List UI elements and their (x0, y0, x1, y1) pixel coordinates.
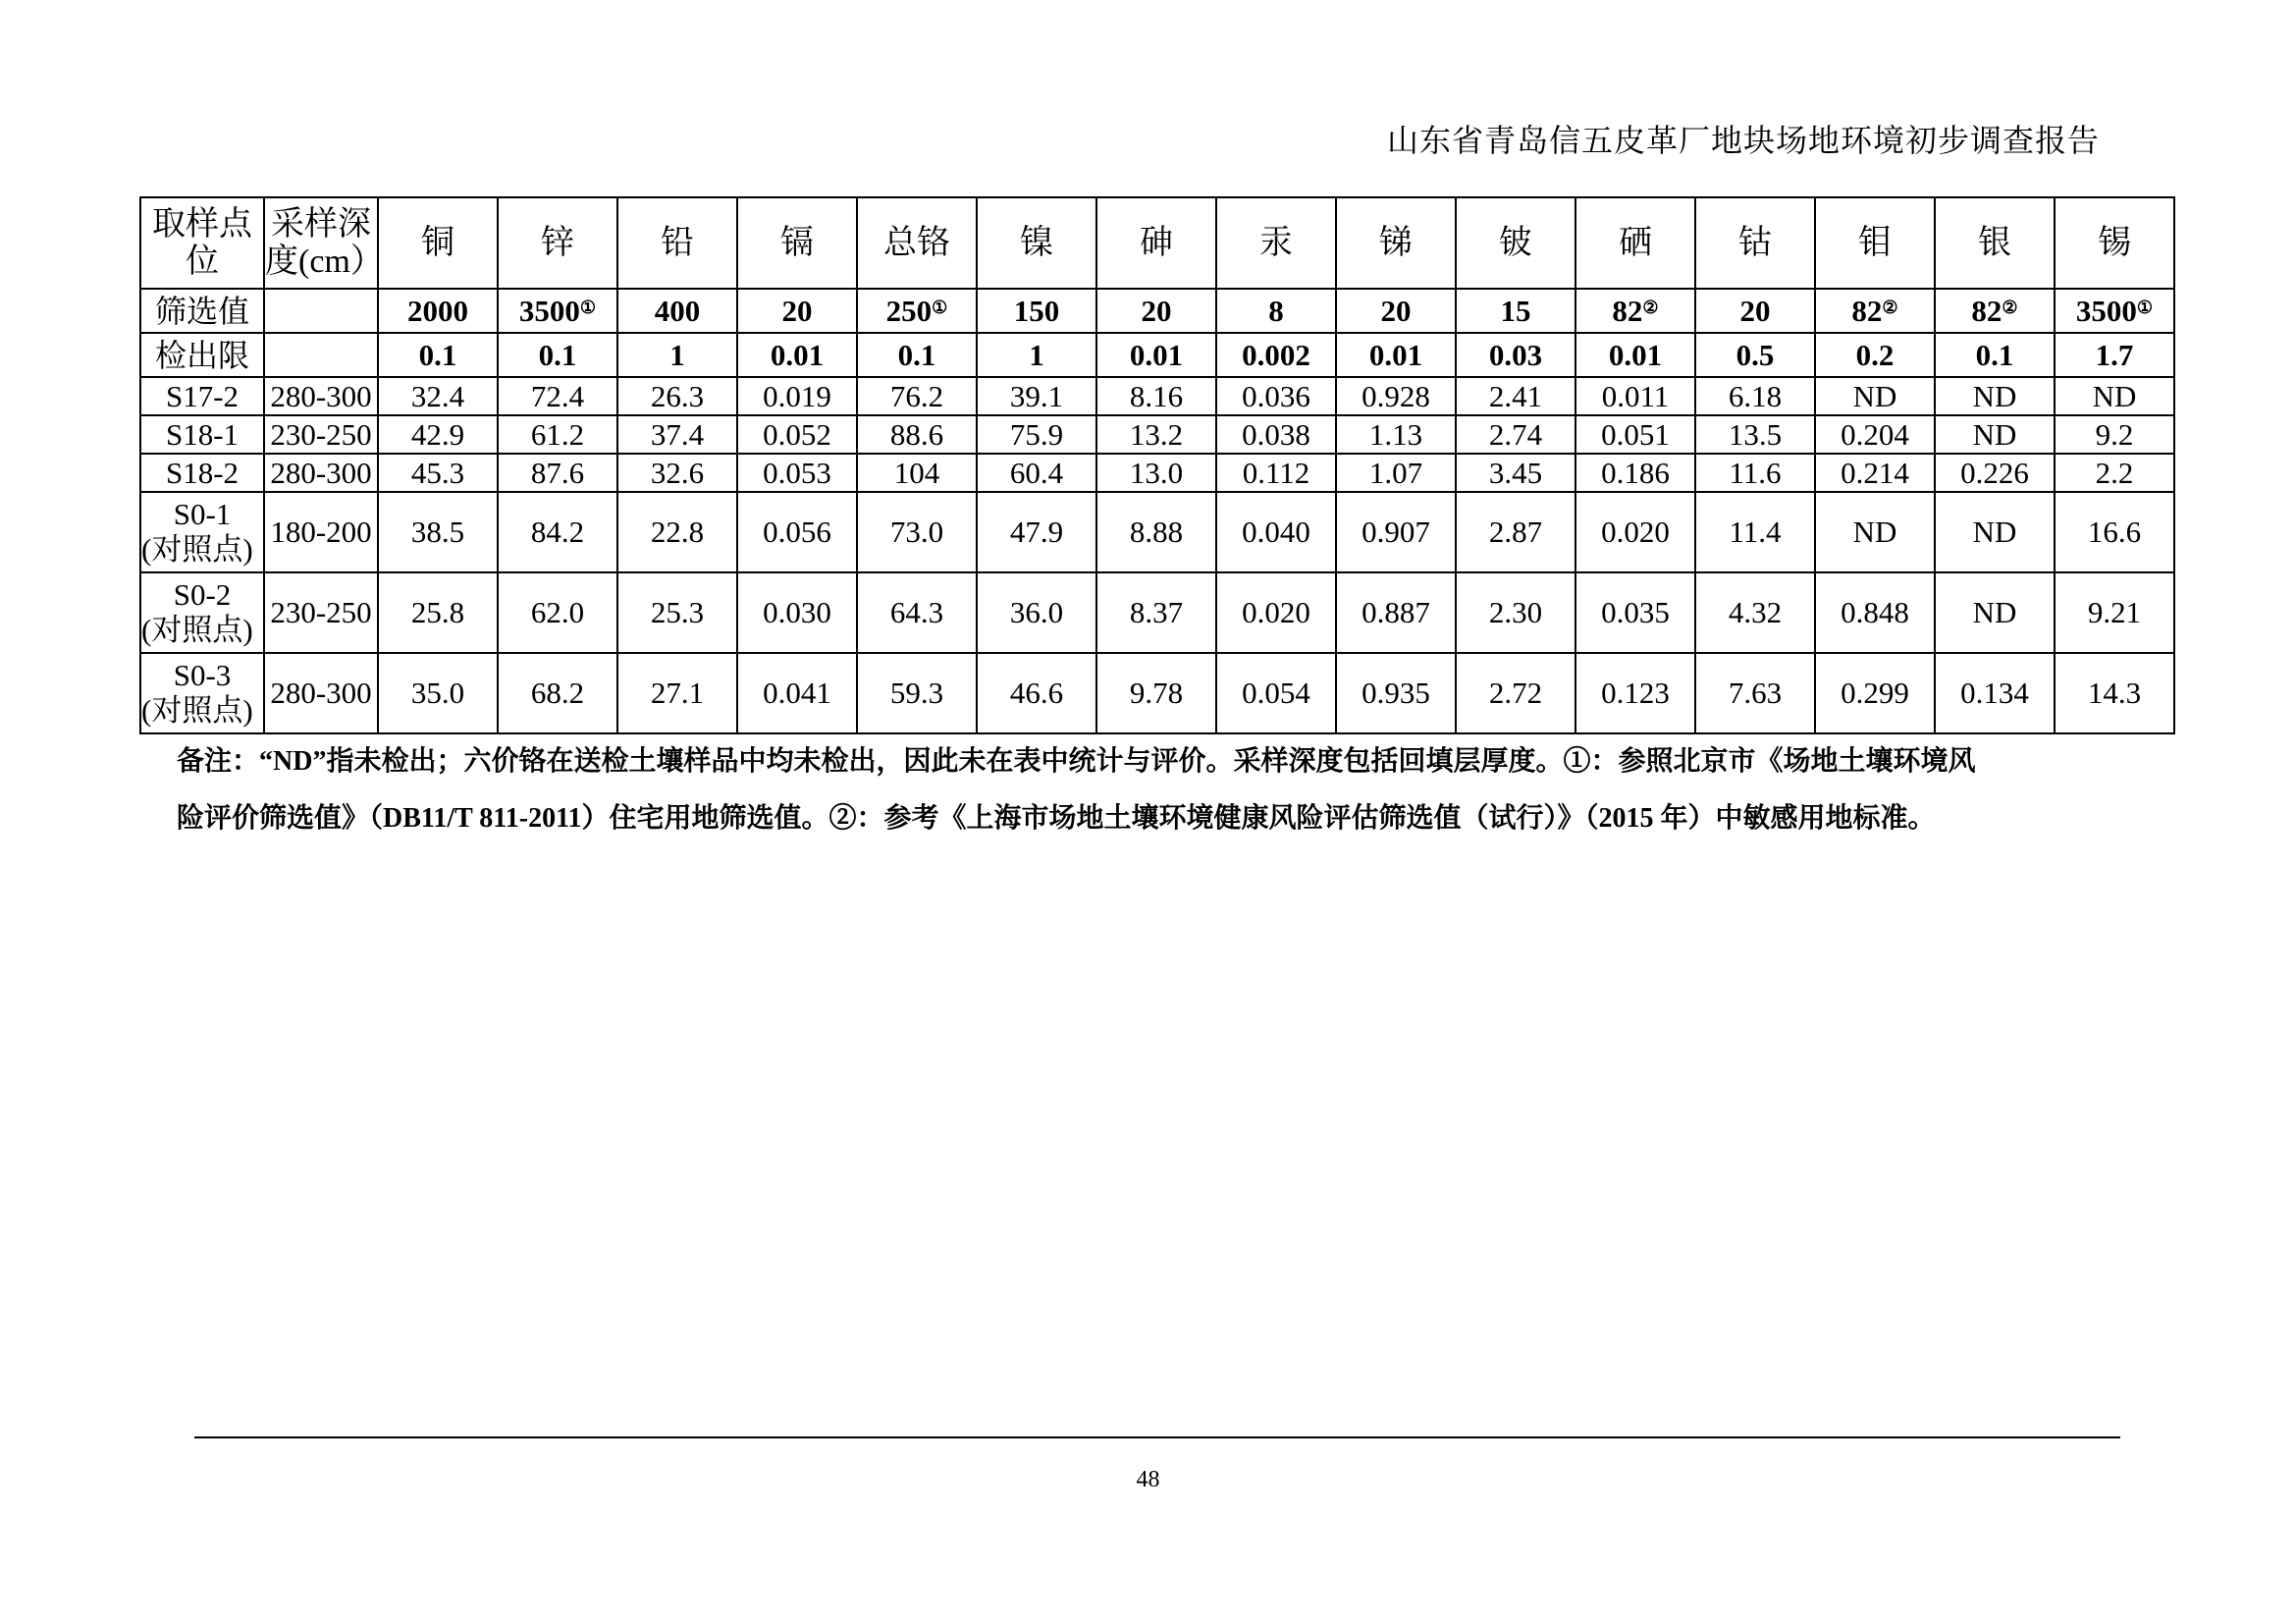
header-element: 硒 (1575, 197, 1695, 289)
sample-id-cell (140, 572, 264, 653)
table-row (140, 454, 2174, 492)
screening-value: 150 (1013, 293, 1060, 328)
soil-results-table (139, 196, 2175, 734)
value-cell: 7.63 (1695, 653, 1815, 733)
value-cell: 0.848 (1815, 572, 1935, 653)
value-cell: 38.5 (378, 492, 498, 572)
detection-limit-cell: 0.002 (1216, 333, 1336, 377)
header-element: 钼 (1815, 197, 1935, 289)
value-cell: 3.45 (1456, 454, 1575, 492)
value-cell: 8.37 (1096, 572, 1216, 653)
value-cell: 64.3 (857, 572, 977, 653)
table-row (140, 377, 2174, 415)
screening-value-cell (1096, 289, 1216, 333)
sample-id-cell (140, 454, 264, 492)
detection-limit-cell: 0.5 (1695, 333, 1815, 377)
value-cell: 0.204 (1815, 415, 1935, 454)
table-row (140, 415, 2174, 454)
depth-cell: 280-300 (264, 454, 378, 492)
value-cell: 4.32 (1695, 572, 1815, 653)
standard-reference-mark: ② (2002, 297, 2018, 317)
value-cell: 0.019 (737, 377, 857, 415)
screening-value-cell (737, 289, 857, 333)
header-sample-point: 取样点位 (140, 197, 264, 289)
table-notes (177, 733, 2130, 847)
screening-value-row (140, 289, 2174, 333)
screening-value: 8 (1268, 293, 1284, 328)
value-cell: 0.036 (1216, 377, 1336, 415)
value-cell: 2.74 (1456, 415, 1575, 454)
value-cell: 2.2 (2055, 454, 2174, 492)
header-element: 锡 (2055, 197, 2174, 289)
header-element: 镍 (977, 197, 1096, 289)
screening-value-cell (498, 289, 617, 333)
depth-cell (264, 289, 378, 333)
value-cell: 13.5 (1695, 415, 1815, 454)
value-cell: 0.186 (1575, 454, 1695, 492)
value-cell: 22.8 (617, 492, 737, 572)
header-element: 汞 (1216, 197, 1336, 289)
value-cell: ND (1935, 415, 2055, 454)
footer-rule (194, 1436, 2120, 1438)
detection-limit-cell: 0.01 (737, 333, 857, 377)
detection-limit-cell: 0.01 (1096, 333, 1216, 377)
screening-value-cell (977, 289, 1096, 333)
value-cell: 59.3 (857, 653, 977, 733)
value-cell: 26.3 (617, 377, 737, 415)
detection-limit-cell: 0.2 (1815, 333, 1935, 377)
value-cell: 13.2 (1096, 415, 1216, 454)
screening-value-cell (378, 289, 498, 333)
value-cell: 8.16 (1096, 377, 1216, 415)
table-row (140, 492, 2174, 572)
detection-limit-cell: 1.7 (2055, 333, 2174, 377)
value-cell: 0.887 (1336, 572, 1456, 653)
value-cell: 1.07 (1336, 454, 1456, 492)
value-cell: ND (1935, 492, 2055, 572)
screening-value: 82 (1612, 293, 1643, 328)
table-row (140, 572, 2174, 653)
sample-id: S0-1 (173, 497, 232, 531)
value-cell: 13.0 (1096, 454, 1216, 492)
screening-value-cell (1456, 289, 1575, 333)
screening-value-cell (1575, 289, 1695, 333)
value-cell: 25.3 (617, 572, 737, 653)
header-element: 砷 (1096, 197, 1216, 289)
detection-limit-cell: 0.01 (1575, 333, 1695, 377)
detection-limit-cell: 0.1 (1935, 333, 2055, 377)
value-cell: 0.134 (1935, 653, 2055, 733)
screening-value-cell (1815, 289, 1935, 333)
control-point-note: (对照点) (141, 613, 253, 647)
header-element: 钴 (1695, 197, 1815, 289)
value-cell: 9.2 (2055, 415, 2174, 454)
value-cell: 0.011 (1575, 377, 1695, 415)
sample-id: S18-1 (165, 416, 240, 452)
detection-limit-cell: 0.1 (857, 333, 977, 377)
value-cell: 16.6 (2055, 492, 2174, 572)
screening-value: 82 (1851, 293, 1883, 328)
value-cell: 75.9 (977, 415, 1096, 454)
screening-value-cell (857, 289, 977, 333)
screening-value: 20 (1739, 293, 1771, 328)
depth-cell (264, 333, 378, 377)
detection-limit-cell: 0.01 (1336, 333, 1456, 377)
screening-value: 20 (1141, 293, 1172, 328)
value-cell: 42.9 (378, 415, 498, 454)
value-cell: 27.1 (617, 653, 737, 733)
header-row (140, 197, 2174, 289)
value-cell: 25.8 (378, 572, 498, 653)
screening-value-cell (2055, 289, 2174, 333)
screening-value-cell (1336, 289, 1456, 333)
value-cell: 11.6 (1695, 454, 1815, 492)
header-element: 锌 (498, 197, 617, 289)
value-cell: 68.2 (498, 653, 617, 733)
sample-id: S18-2 (165, 455, 240, 490)
detection-limit-cell: 1 (617, 333, 737, 377)
value-cell: 0.051 (1575, 415, 1695, 454)
value-cell: 1.13 (1336, 415, 1456, 454)
value-cell: 39.1 (977, 377, 1096, 415)
value-cell: 0.935 (1336, 653, 1456, 733)
standard-reference-mark: ① (2136, 297, 2154, 317)
value-cell: 0.226 (1935, 454, 2055, 492)
value-cell: 0.299 (1815, 653, 1935, 733)
sample-id: S0-2 (173, 577, 232, 612)
value-cell: 0.112 (1216, 454, 1336, 492)
header-element: 锑 (1336, 197, 1456, 289)
screening-value-cell (1935, 289, 2055, 333)
depth-cell: 230-250 (264, 415, 378, 454)
value-cell: 0.907 (1336, 492, 1456, 572)
detection-limit-row (140, 333, 2174, 377)
depth-cell: 230-250 (264, 572, 378, 653)
value-cell: ND (1935, 377, 2055, 415)
value-cell: ND (1935, 572, 2055, 653)
value-cell: 9.21 (2055, 572, 2174, 653)
standard-reference-mark: ② (1882, 297, 1898, 317)
value-cell: 62.0 (498, 572, 617, 653)
standard-reference-mark: ② (1642, 297, 1659, 317)
value-cell: 47.9 (977, 492, 1096, 572)
value-cell: 11.4 (1695, 492, 1815, 572)
value-cell: 0.038 (1216, 415, 1336, 454)
header-depth: 采样深度(cm） (264, 197, 378, 289)
value-cell: 37.4 (617, 415, 737, 454)
note-line: 备注：“ND”指未检出；六价铬在送检土壤样品中均未检出，因此未在表中统计与评价。采样深度包括回填层厚度。①：参照北京市《场地土壤环境风 (177, 746, 1976, 777)
sample-id-cell (140, 653, 264, 733)
value-cell: 32.4 (378, 377, 498, 415)
value-cell: 0.035 (1575, 572, 1695, 653)
value-cell: 36.0 (977, 572, 1096, 653)
standard-reference-mark: ① (932, 297, 948, 317)
value-cell: 0.056 (737, 492, 857, 572)
depth-cell: 280-300 (264, 377, 378, 415)
value-cell: 0.030 (737, 572, 857, 653)
value-cell: ND (1815, 377, 1935, 415)
screening-value: 3500 (2075, 293, 2137, 328)
detection-limit-cell: 0.1 (498, 333, 617, 377)
value-cell: 87.6 (498, 454, 617, 492)
screening-value-cell (617, 289, 737, 333)
value-cell: ND (1815, 492, 1935, 572)
value-cell: 2.87 (1456, 492, 1575, 572)
running-header: 山东省青岛信五皮革厂地块场地环境初步调查报告 (1386, 123, 2100, 158)
value-cell: 0.020 (1216, 572, 1336, 653)
depth-cell: 180-200 (264, 492, 378, 572)
screening-value-cell (1216, 289, 1336, 333)
value-cell: ND (2055, 377, 2174, 415)
detection-limit-cell: 1 (977, 333, 1096, 377)
page-number: 48 (1136, 1467, 1160, 1492)
value-cell: 0.053 (737, 454, 857, 492)
control-point-note: (对照点) (141, 532, 253, 567)
value-cell: 0.054 (1216, 653, 1336, 733)
screening-value: 82 (1971, 293, 2002, 328)
value-cell: 72.4 (498, 377, 617, 415)
screening-value: 20 (781, 293, 813, 328)
value-cell: 2.41 (1456, 377, 1575, 415)
header-element: 镉 (737, 197, 857, 289)
value-cell: 0.052 (737, 415, 857, 454)
note-line: 险评价筛选值》（DB11/T 811-2011）住宅用地筛选值。②：参考《上海市场地土壤环境健康风险评估筛选值（试行）》（2015 年）中敏感用地标准。 (177, 803, 1936, 834)
header-element: 铜 (378, 197, 498, 289)
header-element: 银 (1935, 197, 2055, 289)
standard-reference-mark: ① (579, 297, 597, 317)
sample-id: S0-3 (173, 658, 232, 692)
row-label: 筛选值 (140, 289, 264, 333)
value-cell: 9.78 (1096, 653, 1216, 733)
screening-value: 2000 (407, 293, 468, 328)
screening-value-cell (1695, 289, 1815, 333)
value-cell: 45.3 (378, 454, 498, 492)
row-label: 检出限 (140, 333, 264, 377)
sample-id: S17-2 (165, 378, 240, 413)
screening-value: 15 (1500, 293, 1531, 328)
screening-value: 3500 (518, 293, 580, 328)
detection-limit-cell: 0.1 (378, 333, 498, 377)
screening-value: 20 (1380, 293, 1412, 328)
value-cell: 76.2 (857, 377, 977, 415)
screening-value: 400 (654, 293, 701, 328)
value-cell: 88.6 (857, 415, 977, 454)
header-element: 总铬 (857, 197, 977, 289)
value-cell: 104 (857, 454, 977, 492)
value-cell: 0.020 (1575, 492, 1695, 572)
value-cell: 0.214 (1815, 454, 1935, 492)
value-cell: 32.6 (617, 454, 737, 492)
header-element: 铅 (617, 197, 737, 289)
value-cell: 2.72 (1456, 653, 1575, 733)
value-cell: 35.0 (378, 653, 498, 733)
value-cell: 0.928 (1336, 377, 1456, 415)
sample-id-cell (140, 492, 264, 572)
value-cell: 61.2 (498, 415, 617, 454)
screening-value: 250 (885, 293, 933, 328)
value-cell: 6.18 (1695, 377, 1815, 415)
depth-cell: 280-300 (264, 653, 378, 733)
sample-id-cell (140, 415, 264, 454)
value-cell: 0.040 (1216, 492, 1336, 572)
value-cell: 84.2 (498, 492, 617, 572)
value-cell: 2.30 (1456, 572, 1575, 653)
value-cell: 0.041 (737, 653, 857, 733)
control-point-note: (对照点) (141, 693, 253, 728)
table-row (140, 653, 2174, 733)
value-cell: 8.88 (1096, 492, 1216, 572)
value-cell: 14.3 (2055, 653, 2174, 733)
value-cell: 60.4 (977, 454, 1096, 492)
detection-limit-cell: 0.03 (1456, 333, 1575, 377)
value-cell: 0.123 (1575, 653, 1695, 733)
value-cell: 46.6 (977, 653, 1096, 733)
value-cell: 73.0 (857, 492, 977, 572)
header-element: 铍 (1456, 197, 1575, 289)
sample-id-cell (140, 377, 264, 415)
